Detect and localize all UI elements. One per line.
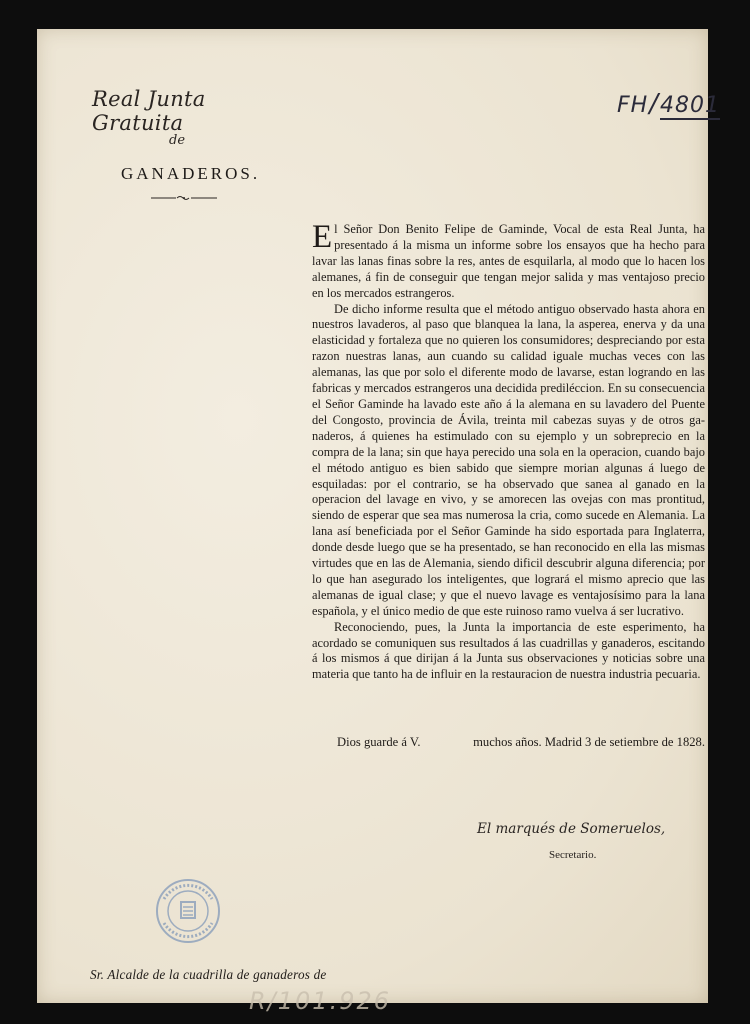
- closing-greeting: Dios guarde á V.: [337, 735, 421, 749]
- drop-cap: E: [312, 219, 333, 255]
- paragraph-2: De dicho informe resulta que el método antiguo observado hasta ahora en nuestros lavaderos, al paso que blanquea la lana, la asperea, enerva y da una elasticidad y fortaleza que no quieren los consumidores; despreciando por esta razon nuestras lanas, aun cuando su calidad iguale muchas veces con las alemanas, las que por solo el diferente modo de lavarse, estan logrando en las fabricas y mercados estrangeros una decidida prediléccion. En su consecuencia el Señor Gaminde ha lavado este año á la alemana en su lavadero del Puente del Congosto, provincia de Ávila, treinta mil cabezas suyas y de otros ganaderos, á quienes ha estimulado con su ejemplo y un sobreprecio en la compra de la lana; sin que haya perecido una sola en la operacion, cuando bajo el método antiguo es bien sabido que siempre morian algunas á luego de esquiladas: por el contrario, se ha observado que sanea al ganado en la operacion del lavage en vivo, y se amorecen las ovejas con mas prontitud, siendo de esperar que sea mas numerosa la cria, como sucede en Alemania. La lana así beneficiada por el Señor Gaminde ha sido esportada para Inglaterra, donde desde luego que se ha presentado, se han reconocido en ella las mismas virtudes que en las de Alemania, siendo dificil descubrir alguna diferencia; por lo que han asegurado los inteligentes, que logrará el mismo aprecio que las alemanas de igual clase; y que el nuevo lavage es ventajosísimo para la lana española, y el único medio de que este ruinoso ramo vuelva á ser lucrativo.: [312, 301, 705, 618]
- institution-de: de: [169, 133, 186, 148]
- closing-date: muchos años. Madrid 3 de setiembre de 1828.: [473, 735, 705, 749]
- handwritten-ref-number: 4801: [659, 93, 720, 118]
- library-stamp-icon: [154, 877, 222, 945]
- closing-line: [337, 735, 705, 750]
- handwritten-reference: FH/4801: [617, 89, 720, 119]
- institution-script-title: Real Junta Gratuita: [92, 87, 206, 135]
- addressee-line: Sr. Alcalde de la cuadrilla de ganaderos de: [90, 967, 327, 982]
- signature-name: El marqués de Someruelos,: [477, 821, 666, 837]
- signature-role: Secretario.: [549, 849, 597, 861]
- document-page: [37, 29, 720, 1015]
- institution-main-title: GANADEROS.: [121, 164, 261, 183]
- faded-catalog-reference: R/101.926: [249, 987, 392, 1015]
- ornament-divider-icon: [149, 195, 219, 201]
- paragraph-1: El Señor Don Benito Felipe de Gaminde, Vocal de esta Real Junta, ha presentado á la misma un informe sobre los ensayos que ha hecho para lavar las lanas finas sobre la res, antes de esquilarla, al modo que lo hacen los alemanes, á fin de conseguir que tengan mejor salida y mas ventajoso precio en los mercados estrangeros.: [312, 219, 705, 300]
- handwritten-ref-prefix: FH: [617, 93, 649, 118]
- letter-body: [312, 219, 705, 683]
- paragraph-3: Reconociendo, pues, la Junta la importancia de este esperimento, ha acordado se comuniquen sus resultados á las cuadrillas y ganaderos, escitando á los mismos á que dirijan á la Junta sus observaciones y noticias sobre una materia que tanto ha de influir en la restauracion de nuestra industria pecuaria.: [312, 619, 705, 682]
